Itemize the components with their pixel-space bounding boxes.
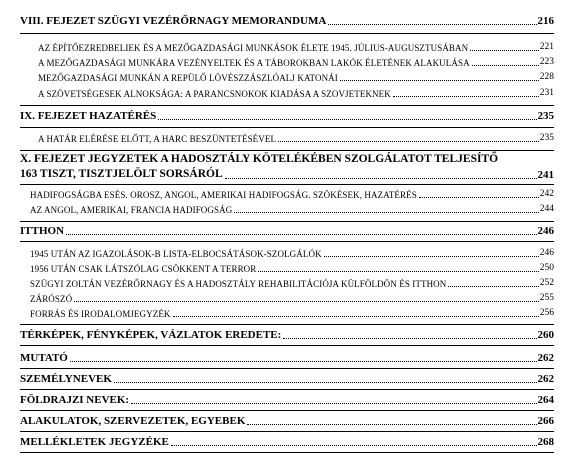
toc-entry xyxy=(30,264,554,274)
toc-entry-chapter-9 xyxy=(20,111,554,122)
dot-leader xyxy=(66,234,536,235)
toc-entry-index xyxy=(20,353,554,364)
toc-entry-page: 241 xyxy=(537,168,554,181)
toc-entry-title: A MEZŐGAZDASÁGI MUNKÁRA VEZÉNYELTEK ÉS A TÁBOROKBAN LAKÓK ÉLETÉNEK ALAKULÁSA xyxy=(38,57,470,68)
toc-entry-page: 260 xyxy=(537,329,554,341)
divider xyxy=(20,452,554,453)
toc-entry xyxy=(38,73,554,83)
toc-entry xyxy=(38,89,554,99)
toc-entry-title: SZÜGYI ZOLTÁN VEZÉRŐRNAGY ÉS A HADOSZTÁLY REHABILITÁCIÓJA KÜLFÖLDÖN ÉS ITTHON xyxy=(30,278,447,289)
dot-leader xyxy=(393,96,539,97)
toc-entry-title: IX. FEJEZET HAZATÉRÉS xyxy=(20,110,157,122)
dot-leader xyxy=(324,256,539,257)
divider xyxy=(20,324,554,325)
toc-entry-title: AZ ANGOL, AMERIKAI, FRANCIA HADIFOGSÁG xyxy=(30,204,233,215)
dot-leader xyxy=(234,212,538,213)
toc-entry-page: 228 xyxy=(539,72,554,82)
dot-leader xyxy=(340,80,539,81)
toc-entry-title: SZEMÉLYNEVEK xyxy=(20,373,112,385)
toc-entry-title: MELLÉKLETEK JEGYZÉKE xyxy=(20,436,169,448)
toc-entry-persons xyxy=(20,374,554,385)
toc-entry-page: 264 xyxy=(537,394,554,406)
toc-entry-title: ITTHON xyxy=(20,225,65,237)
toc-entry-places xyxy=(20,395,554,406)
dot-leader xyxy=(158,119,536,120)
toc-entry-itthon xyxy=(20,226,554,237)
dot-leader xyxy=(74,301,539,302)
toc-entry-page: 262 xyxy=(537,373,554,385)
dot-leader xyxy=(131,403,536,404)
dot-leader xyxy=(171,445,537,446)
toc-entry-page: 242 xyxy=(539,189,554,199)
dot-leader xyxy=(278,141,539,142)
toc-entry-title: FORRÁS ÉS IRODALOMJEGYZÉK xyxy=(30,308,171,319)
toc-entry-units xyxy=(20,416,554,427)
dot-leader xyxy=(283,338,536,339)
divider xyxy=(20,33,554,34)
dot-leader xyxy=(173,316,539,317)
toc-entry-title: A SZÖVETSÉGESEK ALNOKSÁGA: A PARANCSNOKOK KIADÁSA A SZOVJETEKNEK xyxy=(38,88,391,99)
toc-entry xyxy=(30,294,554,304)
toc-entry xyxy=(30,309,554,319)
toc-entry-title: TÉRKÉPEK, FÉNYKÉPEK, VÁZLATOK EREDETE: xyxy=(20,329,282,341)
toc-entry-page: 216 xyxy=(537,15,554,27)
dot-leader xyxy=(328,24,536,25)
toc-entry-title: VIII. FEJEZET SZÜGYI VEZÉRŐRNAGY MEMORANDUMA xyxy=(20,15,327,27)
toc-entry xyxy=(30,190,554,200)
toc-entry-page: 223 xyxy=(539,57,554,67)
toc-entry-chapter-10 xyxy=(20,169,554,181)
divider xyxy=(20,150,554,151)
toc-entry-title: ALAKULATOK, SZERVEZETEK, EGYEBEK xyxy=(20,415,246,427)
toc-entry-chapter-8 xyxy=(20,16,554,27)
toc-entry xyxy=(38,134,554,144)
divider xyxy=(20,105,554,106)
toc-entry-page: 235 xyxy=(537,110,554,122)
toc-entry-page: 221 xyxy=(539,42,554,52)
divider xyxy=(20,184,554,185)
divider xyxy=(20,389,554,390)
dot-leader xyxy=(114,382,537,383)
toc-entry-title: HADIFOGSÁGBA ESÉS. OROSZ, ANGOL, AMERIKAI HADIFOGSÁG. SZÖKÉSEK, HAZATÉRÉS xyxy=(30,189,417,200)
divider xyxy=(20,221,554,222)
dot-leader xyxy=(70,361,537,362)
toc-entry-title: AZ ÉPÍTŐEZREDBELIEK ÉS A MEZŐGAZDASÁGI MUNKÁSOK ÉLETE 1945. JÚLIUS-AUGUSZTUSÁBAN xyxy=(38,42,469,53)
toc-entry-appendices xyxy=(20,437,554,448)
toc-entry-page: 255 xyxy=(539,293,554,303)
divider xyxy=(20,368,554,369)
toc-entry-title: A HATÁR ELÉRÉSE ELŐTT, A HARC BESZÜNTETÉSÉVEL xyxy=(38,133,277,144)
toc-entry-page: 266 xyxy=(537,415,554,427)
divider xyxy=(20,431,554,432)
toc-entry-title: 1956 UTÁN CSAK LÁTSZÓLAG CSÖKKENT A TERROR xyxy=(30,263,257,274)
divider xyxy=(20,127,554,128)
toc-entry-page: 252 xyxy=(539,278,554,288)
divider xyxy=(20,410,554,411)
toc-entry-page: 244 xyxy=(539,204,554,214)
divider xyxy=(20,241,554,242)
toc-entry-title: 163 TISZT, TISZTJELÖLT SORSÁRÓL xyxy=(20,168,223,180)
dot-leader xyxy=(470,50,539,51)
toc-entry-page: 268 xyxy=(537,436,554,448)
toc-entry-page: 246 xyxy=(539,248,554,258)
toc-entry xyxy=(38,58,554,68)
toc-entry-chapter-10-line-1: X. FEJEZET JEGYZETEK A HADOSZTÁLY KÖTELÉKÉBEN SZOLGÁLATOT TELJESÍTŐ xyxy=(20,153,499,165)
dot-leader xyxy=(419,197,539,198)
toc-entry-page: 235 xyxy=(539,133,554,143)
toc-entry xyxy=(30,205,554,215)
toc-entry xyxy=(30,279,554,289)
toc-entry xyxy=(38,43,554,53)
toc-entry-title: ZÁRÓSZÓ xyxy=(30,293,73,304)
toc-entry xyxy=(30,249,554,259)
dot-leader xyxy=(247,424,536,425)
toc-entry-page: 256 xyxy=(539,308,554,318)
dot-leader xyxy=(472,65,539,66)
divider xyxy=(20,345,554,346)
toc-entry-page: 246 xyxy=(537,225,554,237)
dot-leader xyxy=(448,286,538,287)
toc-entry-title: FÖLDRAJZI NEVEK: xyxy=(20,394,130,406)
toc-entry-title: 1945 UTÁN AZ IGAZOLÁSOK-B LISTA-ELBOCSÁTÁSOK-SZOLGÁLÓK xyxy=(30,248,322,259)
toc-entry-maps xyxy=(20,330,554,341)
toc-entry-title: MUTATÓ xyxy=(20,352,68,364)
dot-leader xyxy=(225,178,537,179)
toc-entry-page: 250 xyxy=(539,263,554,273)
toc-entry-page: 262 xyxy=(537,352,554,364)
dot-leader xyxy=(258,271,538,272)
toc-entry-title: MEZŐGAZDASÁGI MUNKÁN A REPÜLŐ LÖVÉSZZÁSZLÓALJ KATONÁI xyxy=(38,72,338,83)
toc-entry-page: 231 xyxy=(539,88,554,98)
